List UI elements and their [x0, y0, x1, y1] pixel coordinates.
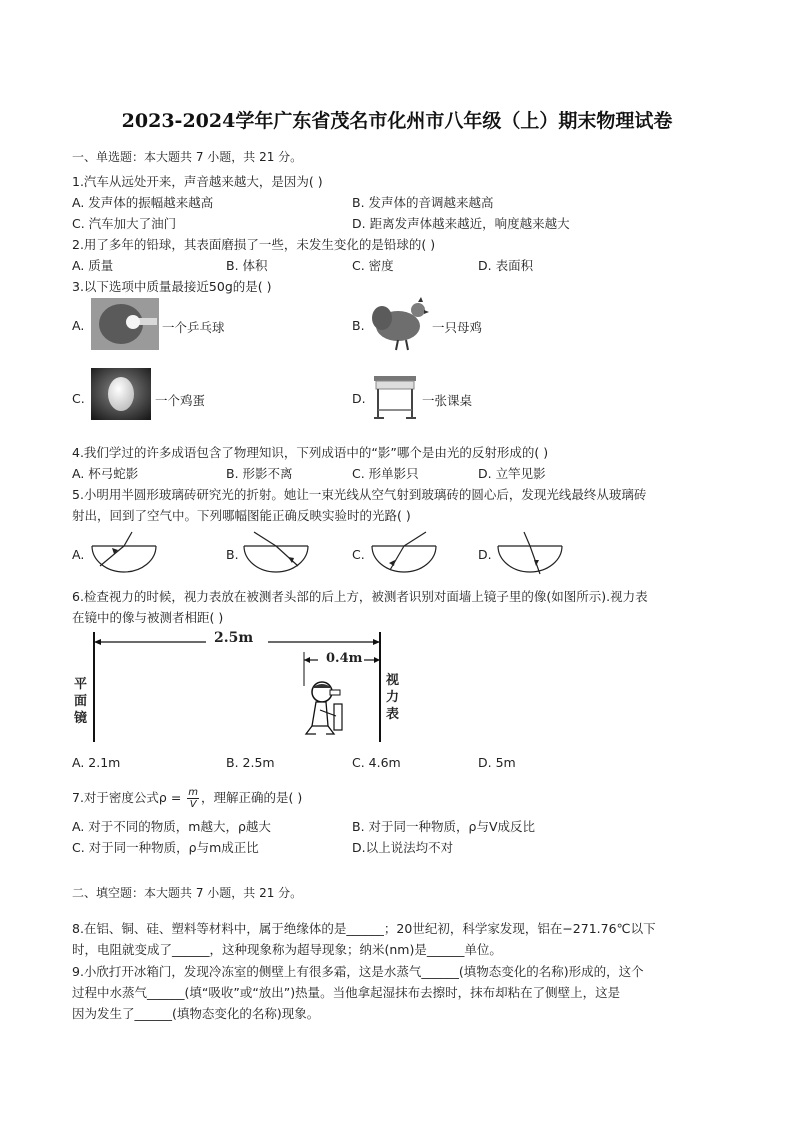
q5-option-a-label: A. — [72, 547, 85, 562]
q7-option-a: A. 对于不同的物质，m越大，ρ越大 — [72, 819, 271, 834]
q3-stem: 3.以下选项中质量最接近50g的是( ) — [72, 279, 272, 294]
q5-stem-line1: 5.小明用半圆形玻璃砖研究光的折射。她让一束光线从空气射到玻璃砖的圆心后，发现光线最终从玻璃砖 — [72, 487, 647, 502]
q3-option-c-label: C. — [72, 391, 85, 406]
q2-option-b: B. 体积 — [226, 258, 268, 273]
q1-option-b: B. 发声体的音调越来越高 — [352, 195, 494, 210]
q3-option-a-label: A. — [72, 318, 85, 333]
q6-option-a: A. 2.1m — [72, 755, 121, 770]
q8-line1: 8.在铝、铜、硅、塑料等材料中，属于绝缘体的是______；20世纪初，科学家发现，铝在−271.76℃以下 — [72, 921, 656, 936]
q6-stem-line2: 在镜中的像与被测者相距( ) — [72, 610, 224, 625]
q5-stem-line2: 射出，回到了空气中。下列哪幅图能正确反映实验时的光路( ) — [72, 508, 411, 523]
q5-diagram-a — [88, 530, 160, 574]
q2-option-a: A. 质量 — [72, 258, 114, 273]
q6-option-c: C. 4.6m — [352, 755, 401, 770]
q3-option-a-text: 一个乒乓球 — [162, 320, 225, 335]
q3-option-d-label: D. — [352, 391, 366, 406]
section-heading-2: 二、填空题：本大题共 7 小题，共 21 分。 — [72, 886, 303, 900]
q4-option-c: C. 形单影只 — [352, 466, 419, 481]
q5-diagram-c — [368, 530, 440, 574]
q2-stem: 2.用了多年的铅球，其表面磨损了一些，未发生变化的是铅球的( ) — [72, 237, 436, 252]
q7-fraction-denominator: V — [189, 799, 197, 810]
q6-distance-total: 2.5m — [214, 630, 254, 646]
q5-option-b-label: B. — [226, 547, 239, 562]
q7-stem: 7.对于密度公式ρ = $\frac{m}{V}$ ，理解正确的是( ) — [72, 787, 303, 810]
q6-option-d: D. 5m — [478, 755, 516, 770]
q3-option-c-text: 一个鸡蛋 — [155, 393, 206, 408]
q6-stem-line1: 6.检查视力的时候，视力表放在被测者头部的后上方，被测者识别对面墙上镜子里的像(如图所示).视力表 — [72, 589, 648, 604]
q6-mirror-label: 平 面 镜 — [74, 677, 88, 726]
q4-option-b: B. 形影不离 — [226, 466, 293, 481]
q7-option-d: D.以上说法均不对 — [352, 840, 454, 855]
hen-image — [368, 292, 430, 354]
egg-image — [91, 368, 151, 420]
q8-line2: 时，电阻就变成了______，这种现象称为超导现象；纳米(nm)是______单位。 — [72, 942, 502, 957]
q5-diagram-b — [240, 530, 312, 574]
q7-option-c: C. 对于同一种物质，ρ与m成正比 — [72, 840, 259, 855]
q3-option-d-text: 一张课桌 — [422, 393, 473, 408]
q9-line1: 9.小欣打开冰箱门，发现冷冻室的侧壁上有很多霜，这是水蒸气______(填物态变化的名称)形成的，这个 — [72, 964, 644, 979]
q1-option-c: C. 汽车加大了油门 — [72, 216, 177, 231]
q4-stem: 4.我们学过的许多成语包含了物理知识，下列成语中的“影”哪个是由光的反射形成的( ) — [72, 445, 549, 460]
desk-image — [370, 372, 420, 422]
q9-line2: 过程中水蒸气______(填“吸收”或“放出”)热量。当他拿起湿抹布去擦时，抹布却粘在了侧壁上，这是 — [72, 985, 621, 1000]
q6-distance-small: 0.4m — [326, 651, 363, 666]
ping-pong-ball-image — [91, 298, 159, 350]
q7-option-b: B. 对于同一种物质，ρ与V成反比 — [352, 819, 536, 834]
q2-option-c: C. 密度 — [352, 258, 394, 273]
q9-line3: 因为发生了______(填物态变化的名称)现象。 — [72, 1006, 320, 1021]
q2-option-d: D. 表面积 — [478, 258, 534, 273]
q6-eye-chart-label: 视 力 表 — [386, 673, 400, 722]
q3-option-b-text: 一只母鸡 — [432, 320, 483, 335]
q1-stem: 1.汽车从远处开来，声音越来越大，是因为( ) — [72, 174, 323, 189]
q4-option-d: D. 立竿见影 — [478, 466, 546, 481]
q1-option-d: D. 距离发声体越来越近，响度越来越大 — [352, 216, 570, 231]
q1-option-a: A. 发声体的振幅越来越高 — [72, 195, 214, 210]
q7-fraction-numerator: m — [188, 787, 199, 798]
q5-option-d-label: D. — [478, 547, 492, 562]
q5-diagram-d — [494, 530, 566, 578]
q3-option-b-label: B. — [352, 318, 365, 333]
q5-option-c-label: C. — [352, 547, 365, 562]
q4-option-a: A. 杯弓蛇影 — [72, 466, 139, 481]
section-heading-1: 一、单选题：本大题共 7 小题，共 21 分。 — [72, 150, 303, 164]
q6-option-b: B. 2.5m — [226, 755, 275, 770]
page-title: 2023-2024学年广东省茂名市化州市八年级（上）期末物理试卷 — [121, 110, 673, 132]
